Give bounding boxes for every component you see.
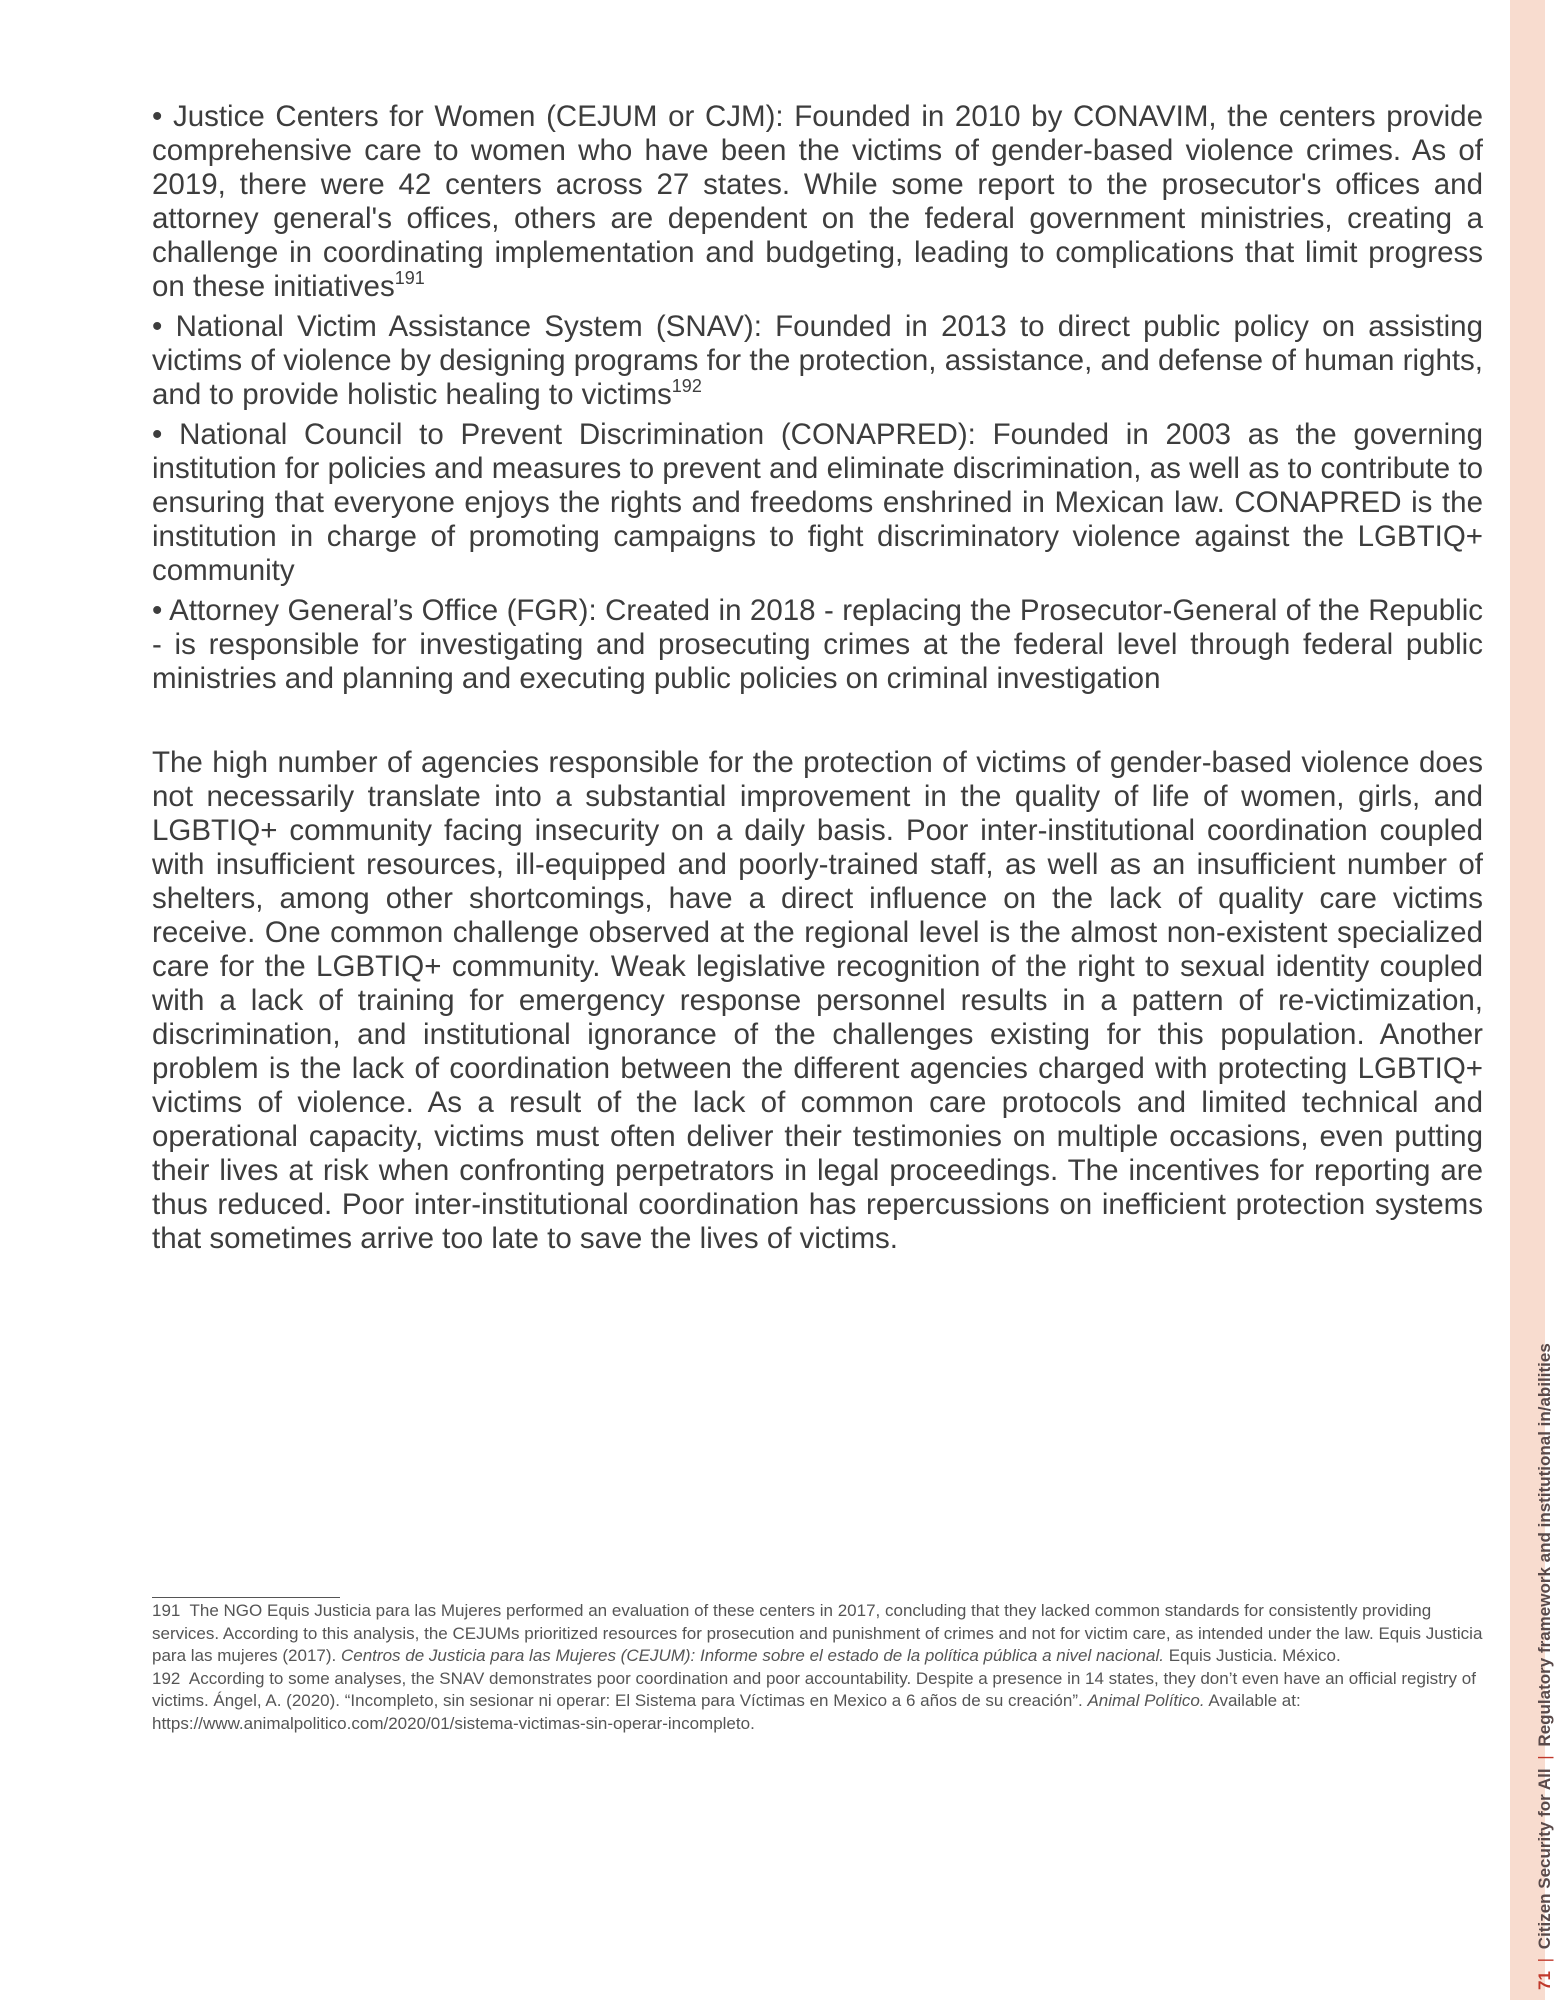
bullet-text: National Victim Assistance System (SNAV): Founded in 2013 to direct public policy on assisting victims of violence by designing programs for the protection, assistance, and defense of human rights, and to provide holistic healing to victims <box>152 310 1483 411</box>
footnotes <box>152 1597 1483 1735</box>
main-content <box>152 100 1483 1256</box>
footnote-191 <box>152 1600 1483 1668</box>
footnote-tail: Available at: https://www.animalpolitico.com/2020/01/sistema-victimas-sin-operar-incompleto. <box>152 1691 1301 1733</box>
separator: | <box>1535 1755 1554 1760</box>
bullet-mark: • <box>152 310 163 343</box>
footnote-number: 191 <box>152 1601 181 1620</box>
bullet-snav <box>152 310 1483 412</box>
footnote-italic: Animal Político. <box>1087 1691 1205 1710</box>
bullet-mark: • <box>152 594 163 627</box>
footnote-ref-191[interactable]: 191 <box>394 268 425 288</box>
bullet-cejum <box>152 100 1483 304</box>
bullet-text: Justice Centers for Women (CEJUM or CJM): Founded in 2010 by CONAVIM, the centers provide comprehensive care to women who have been the victims of gender-based violence crimes. As of 2019, there were 42 centers across 27 states. While some report to the prosecutor's offices and attorney general's offices, others are dependent on the federal government ministries, creating a challenge in coordinating implementation and budgeting, leading to complications that limit progress on these initiatives <box>152 100 1483 303</box>
body-paragraph: The high number of agencies responsible for the protection of victims of gender-based violence does not necessarily translate into a substantial improvement in the quality of life of women, girls, and LGBTIQ+ community facing insecurity on a daily basis. Poor inter-institutional coordination coupled with insufficient resources, ill-equipped and poorly-trained staff, as well as an insufficient number of shelters, among other shortcomings, have a direct influence on the lack of quality care victims receive. One common challenge observed at the regional level is the almost non-existent specialized care for the LGBTIQ+ community. Weak legislative recognition of the right to sexual identity coupled with a lack of training for emergency response personnel results in a pattern of re-victimization, discrimination, and institutional ignorance of the challenges existing for this population. Another problem is the lack of coordination between the different agencies charged with protecting LGBTIQ+ victims of violence. As a result of the lack of common care protocols and limited technical and operational capacity, victims must often deliver their testimonies on multiple occasions, even putting their lives at risk when confronting perpetrators in legal proceedings. The incentives for reporting are thus reduced. Poor inter-institutional coordination has repercussions on inefficient protection systems that sometimes arrive too late to save the lives of victims. <box>152 746 1483 1255</box>
footnote-text: The NGO Equis Justicia para las Mujeres performed an evaluation of these centers in 2017, concluding that they lacked common standards for consistently providing services. According to this analysis, the CEJUMs prioritized resources for prosecution and punishment of crimes and not for victim care, as intended under the law. Equis Justicia para las mujeres (2017). <box>152 1601 1483 1665</box>
section-title: Regulatory framework and institutional in/abilities <box>1535 1343 1554 1747</box>
footnote-ref-192[interactable]: 192 <box>671 376 702 396</box>
bullet-text: Attorney General’s Office (FGR): Created in 2018 - replacing the Prosecutor-General of the Republic - is responsible for investigating and prosecuting crimes at the federal level through federal public ministries and planning and executing public policies on criminal investigation <box>152 594 1483 695</box>
footnote-italic: Centros de Justicia para las Mujeres (CEJUM): Informe sobre el estado de la política pública a nivel nacional. <box>341 1646 1165 1665</box>
page-number: 71 <box>1535 1971 1554 1990</box>
footnote-text: According to some analyses, the SNAV demonstrates poor coordination and poor accountability. Despite a presence in 14 states, they don’t even have an official registry of victims. Ángel, A. (2020). “Incompleto, sin sesionar ni operar: El Sistema para Víctimas en Mexico a 6 años de su creación”. <box>152 1668 1476 1710</box>
bullet-mark: • <box>152 418 163 451</box>
bullet-text: National Council to Prevent Discrimination (CONAPRED): Founded in 2003 as the governing institution for policies and measures to prevent and eliminate discrimination, as well as to contribute to ensuring that everyone enjoys the rights and freedoms enshrined in Mexican law. CONAPRED is the institution in charge of promoting campaigns to fight discriminatory violence against the LGBTIQ+ community <box>152 418 1483 587</box>
footnote-tail: Equis Justicia. México. <box>1168 1646 1341 1665</box>
bullet-fgr <box>152 594 1483 696</box>
footnote-number: 192 <box>152 1668 181 1688</box>
footnote-192 <box>152 1668 1483 1736</box>
footnote-divider <box>152 1597 340 1598</box>
bullet-conapred <box>152 418 1483 588</box>
report-title: Citizen Security for All <box>1535 1768 1554 1950</box>
bullet-mark: • <box>152 100 163 133</box>
running-footer <box>1535 1343 1555 1990</box>
separator: | <box>1535 1957 1554 1963</box>
